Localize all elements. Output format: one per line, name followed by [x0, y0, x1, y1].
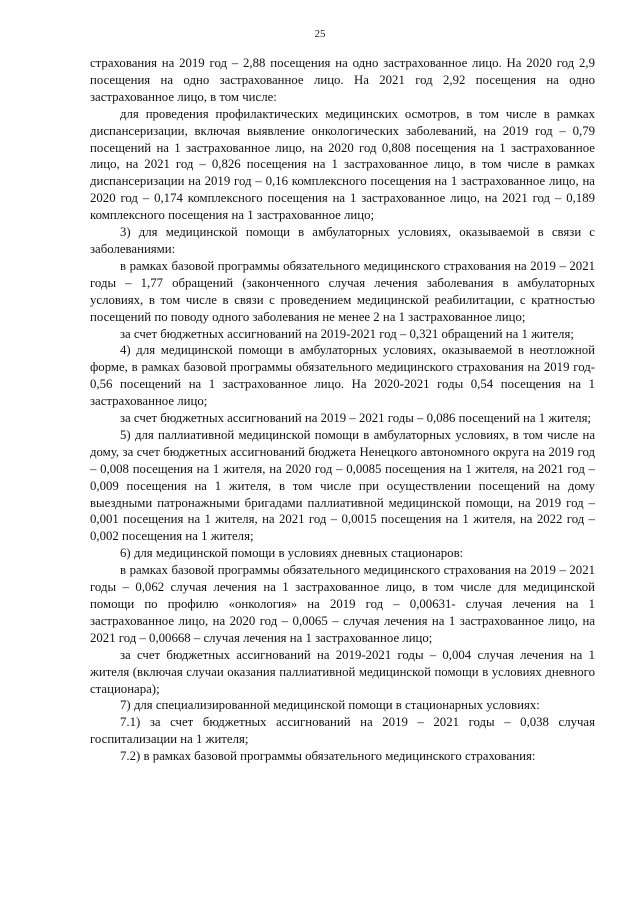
paragraph: за счет бюджетных ассигнований на 2019-2021 год – 0,321 обращений на 1 жителя; [120, 326, 574, 341]
paragraph: в рамках базовой программы обязательного медицинского страхования на 2019 – 2021 годы – 1,77 обращений (законченного случая лечения заболевания в амбулаторных условиях, в том числе в связи с проведением медицинской реабилитации, с кратностью посещений по поводу одного заболевания не менее 2 на 1 застрахованное лицо; [90, 258, 595, 324]
paragraph: в рамках базовой программы обязательного медицинского страхования на 2019 – 2021 годы – 0,062 случая лечения на 1 застрахованное лицо, в том числе для медицинской помощи по профилю «онкология» на 2019 год – 0,00631- случая лечения на 1 застрахованное лицо, на 2020 год – 0,0065 – случая лечения на 1 застрахованное лицо, на 2021 год – 0,00668 – случая лечения на 1 застрахованное лицо; [90, 563, 595, 645]
paragraph: 6) для медицинской помощи в условиях дневных стационаров: [120, 546, 464, 561]
paragraph: за счет бюджетных ассигнований на 2019-2021 годы – 0,004 случая лечения на 1 жителя (включая случаи оказания паллиативной медицинской помощи в условиях дневного стационара); [90, 647, 595, 696]
paragraph: для проведения профилактических медицинских осмотров, в том числе в рамках диспансеризации, включая выявление онкологических заболеваний, на 2019 год – 0,79 посещений на 1 застрахованное лицо, на 2020 год 0,808 посещения на 1 застрахованное лицо, на 2021 год – 0,826 посещения на 1 застрахованное лицо, в том числе в рамках диспансеризации на 2019 год – 0,16 комплексного посещения на 1 застрахованное лицо, на 2020 год – 0,174 комплексного посещения на 1 застрахованное лицо, на 2021 год – 0,189 комплексного посещения на 1 застрахованное лицо; [90, 106, 595, 223]
page-number: 25 [314, 28, 326, 40]
paragraph: 7.2) в рамках базовой программы обязательного медицинского страхования: [120, 749, 536, 764]
paragraph: 4) для медицинской помощи в амбулаторных условиях, оказываемой в неотложной форме, в рамках базовой программы обязательного медицинского страхования на 2019 год- 0,56 посещений на 1 застрахованное лицо. На 2020-2021 годы 0,54 посещения на 1 застрахованное лицо; [90, 343, 595, 409]
paragraph: 7) для специализированной медицинской помощи в стационарных условиях: [120, 698, 540, 713]
paragraph: 7.1) за счет бюджетных ассигнований на 2019 – 2021 годы – 0,038 случая госпитализации на 1 жителя; [90, 715, 595, 747]
paragraph: страхования на 2019 год – 2,88 посещения на одно застрахованное лицо. На 2020 год 2,9 посещения на одно застрахованное лицо. На 2021 год 2,92 посещения на одно застрахованное лицо, в том числе: [90, 56, 595, 104]
paragraph: за счет бюджетных ассигнований на 2019 – 2021 годы – 0,086 посещений на 1 жителя; [120, 411, 592, 426]
paragraph: 3) для медицинской помощи в амбулаторных условиях, оказываемой в связи с заболеваниями: [90, 225, 595, 256]
paragraph: 5) для паллиативной медицинской помощи в амбулаторных условиях, в том числе на дому, за счет бюджетных ассигнований бюджета Ненецкого автономного округа на 2019 год – 0,008 посещения на 1 жителя, на 2020 год – 0,0085 посещения на 1 жителя, на 2021 год – 0,009 посещения на 1 жителя, в том числе при осуществлении посещений на дому выездными патронажными бригадами паллиативной медицинской помощи, на 2019 год – 0,001 посещения на 1 жителя, на 2021 год – 0,0015 посещения на 1 жителя, на 2022 год – 0,002 посещения на 1 жителя; [90, 427, 595, 544]
document-body [90, 55, 595, 765]
